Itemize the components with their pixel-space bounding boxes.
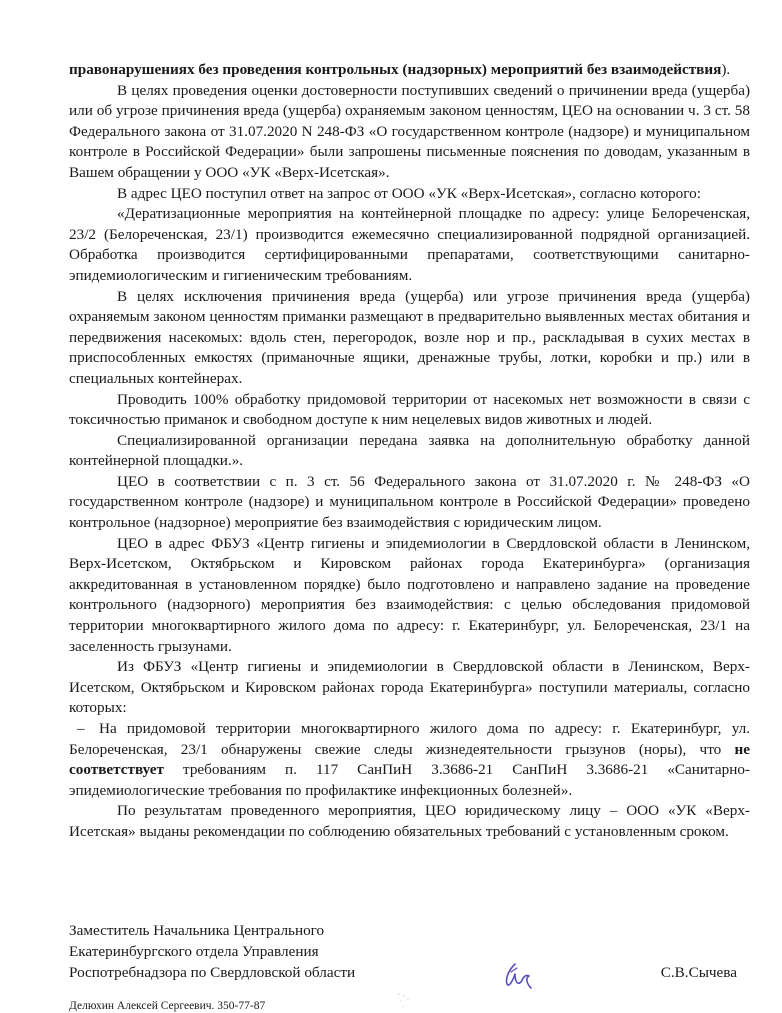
- paragraph-materials: Из ФБУЗ «Центр гигиены и эпидемиологии в Свердловской области в Ленинском, Верх-Исетском, Октябрьском и Кировском районах города Екатеринбурга» поступили материалы, согласно которых:: [69, 658, 750, 717]
- paragraph-continuation: [69, 60, 750, 81]
- signer-name: С.В.Сычева: [660, 964, 737, 981]
- paragraph-result: По результатам проведенного мероприятия, ЦЕО юридическому лицу – ООО «УК «Верх-Исетская» выданы рекомендации по соблюдению обязательных требований с установленным сроком.: [69, 802, 750, 840]
- paragraph-tail: ).: [721, 61, 731, 78]
- bullet-bold: не соответствует: [69, 740, 750, 779]
- position-line-3: Роспотребнадзора по Свердловской области: [69, 964, 356, 981]
- letter-body: [69, 60, 750, 843]
- paragraph-request: В целях проведения оценки достоверности поступивших сведений о причинении вреда (ущерба) или об угрозе причинения вреда (ущерба) охраняемым законом ценностям, ЦЕО на основании ч. 3 ст. 58 Федерального закона от 31.07.2020 N 248-ФЗ «О государственном контроле (надзоре) и муниципальном контроле в Российской Федерации» были запрошены письменные пояснения по доводам, указанным в Вашем обращении у ООО «УК «Верх-Исетская».: [69, 81, 750, 181]
- paragraph-quote-treatment: Проводить 100% обработку придомовой территории от насекомых нет возможности в связи с токсичностью приманок и свободном доступе к ним нецелевых видов животных и людей.: [69, 390, 750, 429]
- handwritten-signature-icon: [501, 960, 541, 992]
- bullet-text-a: На придомовой территории многоквартирного жилого дома по адресу: г. Екатеринбург, ул. Белореченская, 23/1 обнаружены свежие следы жизнедеятельности грызунов (норы), что: [69, 720, 750, 758]
- bullet-finding: [69, 719, 750, 801]
- bullet-text-b: требованиям п. 117 СанПиН 3.3686-21 СанПиН 3.3686-21 «Санитарно-эпидемиологические требования по профилактике инфекционных болезней».: [69, 761, 750, 799]
- paragraph-task: ЦЕО в адрес ФБУЗ «Центр гигиены и эпидемиологии в Свердловской области в Ленинском, Верх-Исетском, Октябрьском и Кировском районах города Екатеринбурга» (организация аккредитованная в установленном порядке) было подготовлено и направлено задание на проведение контрольного (надзорного) мероприятия без взаимодействия: с целью обследования придомовой территории многоквартирного жилого дома по адресу: г. Екатеринбург, ул. Белореченская, 23/1 на заселенность грызунами.: [69, 534, 750, 655]
- bold-text: правонарушениях без проведения контрольных (надзорных) мероприятий без взаимодействия: [69, 61, 722, 78]
- paragraph-quote-deratization: «Дератизационные мероприятия на контейнерной площадке по адресу: улице Белореченская, 23/2 (Белореченская, 23/1) производится ежемесячно специализированной подрядной организацией. Обработка производится сертифицированными препаратами, соответствующими санитарно- эпидемиологическим и гигиеническим требованиям.: [69, 205, 750, 284]
- position-line-2: Екатеринбургского отдела Управления: [69, 943, 319, 960]
- bullet-dash: –: [77, 720, 85, 737]
- scan-artifact-icon: [395, 990, 415, 1010]
- paragraph-quote-request: Специализированной организации передана заявка на дополнительную обработку данной контейнерной площадки.».: [69, 431, 750, 470]
- paragraph-quote-baits: В целях исключения причинения вреда (ущерба) или угрозе причинения вреда (ущерба) охраняемым законом ценностям приманки размещают в предварительно выявленных местах обитания и передвижения насекомых: вдоль стен, перегородок, возле нор и пр., раскладывая в сухих местах в приспособленных емкостях (приманочные ящики, дренажные трубы, лотки, коробки и пр.) или в специальных контейнерах.: [69, 287, 750, 387]
- paragraph-inspection: ЦЕО в соответствии с п. 3 ст. 56 Федерального закона от 31.07.2020 г. № 248-ФЗ «О государственном контроле (надзоре) и муниципальном контроле в Российской Федерации» проведено контрольное (надзорное) мероприятие без взаимодействия с юридическим лицом.: [69, 472, 750, 532]
- signature-block: [69, 920, 759, 983]
- paragraph-response-intro: В адрес ЦЕО поступил ответ на запрос от ООО «УК «Верх-Исетская», согласно которого:: [117, 184, 701, 202]
- position-line-1: Заместитель Начальника Центрального: [69, 922, 325, 939]
- executor-contact: Делюхин Алексей Сергеевич. 350-77-87: [69, 1000, 266, 1012]
